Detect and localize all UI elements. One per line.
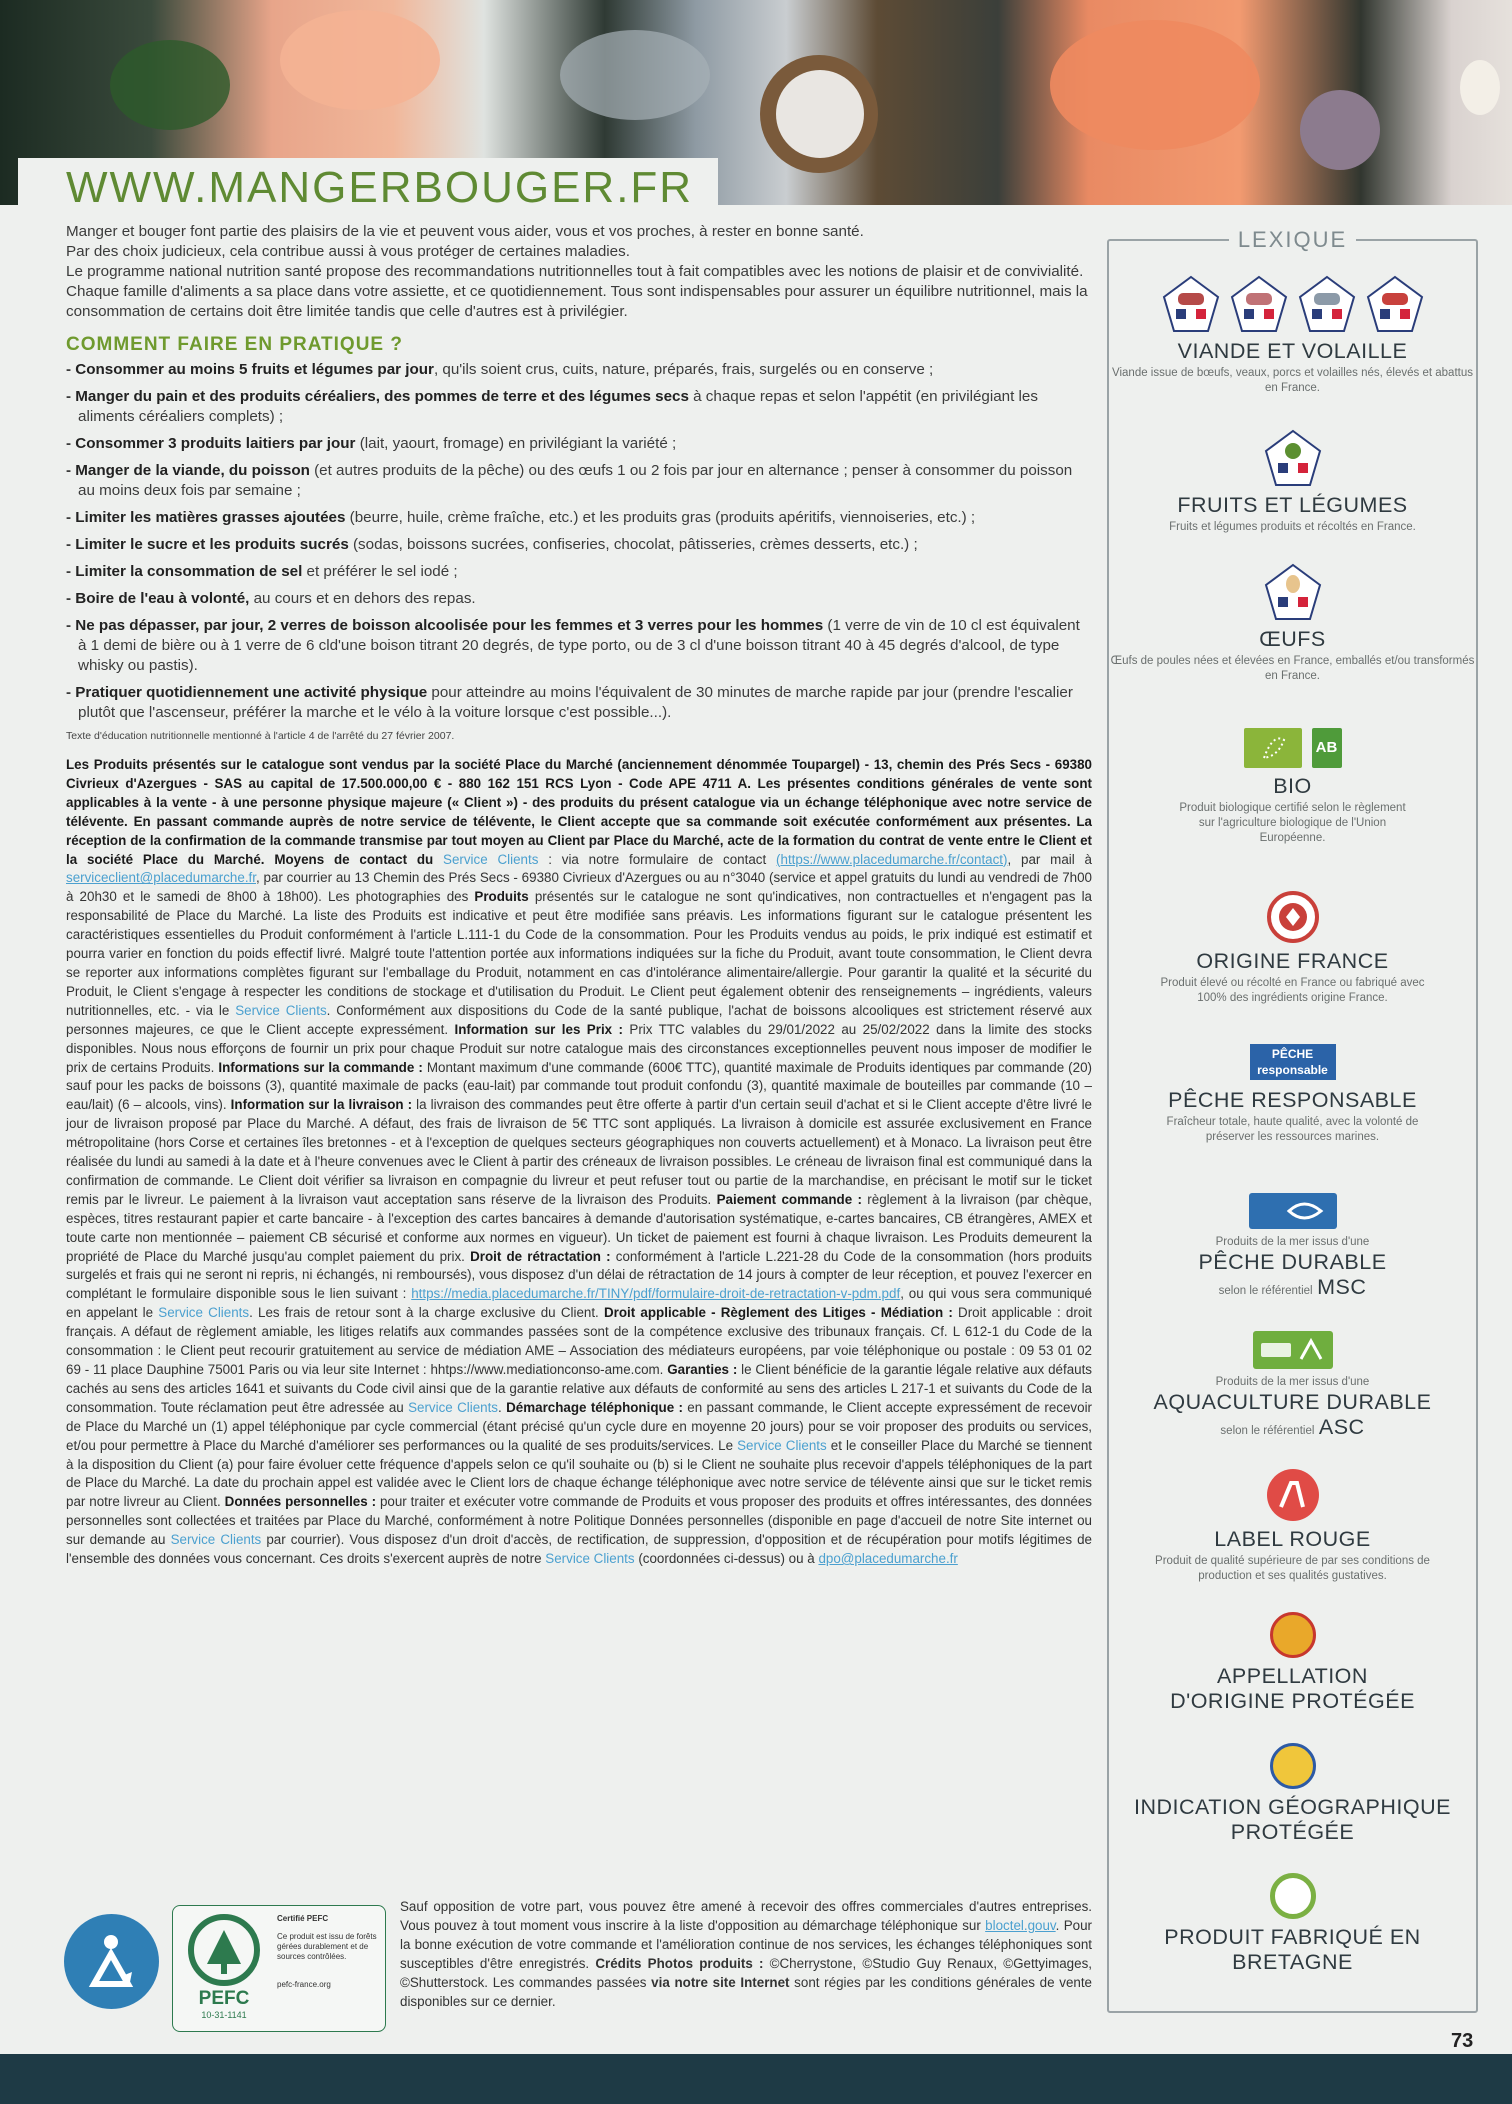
lexique-igp xyxy=(1109,1743,1476,1845)
tip-item: - Manger du pain et des produits céréaliers, des pommes de terre et des légumes secs à chaque repas et selon l'appétit (en privilégiant les aliments céréaliers complets) ; xyxy=(66,388,1038,425)
lexique-title: LEXIQUE xyxy=(1229,227,1356,253)
section-title: PÊCHE RESPONSABLE xyxy=(1168,1088,1417,1112)
tip-item: - Limiter le sucre et les produits sucrés (sodas, boissons sucrées, confiseries, chocolat, pâtisseries, crèmes desserts, etc.) ; xyxy=(66,536,918,553)
bloctel-link[interactable]: bloctel.gouv xyxy=(985,1917,1056,1933)
lexique-aop xyxy=(1109,1612,1476,1714)
certification-logos xyxy=(64,1900,384,2035)
fruits-legumes-france-icon xyxy=(1264,429,1322,487)
lexique-fruits xyxy=(1109,429,1476,535)
section-title: PÊCHE DURABLE xyxy=(1198,1250,1387,1274)
tip-item: - Consommer 3 produits laitiers par jour (lait, yaourt, fromage) en privilégiant la variété ; xyxy=(66,435,677,452)
dpo-email-link[interactable]: dpo@placedumarche.fr xyxy=(818,1551,958,1567)
service-clients-link[interactable]: Service Clients xyxy=(170,1532,262,1548)
site-title: WWW.MANGERBOUGER.FR xyxy=(66,163,694,212)
tips-list xyxy=(66,360,1092,723)
peche-responsable-icon: PÊCHE responsable xyxy=(1250,1044,1336,1080)
tip-item: - Boire de l'eau à volonté, au cours et en dehors des repas. xyxy=(66,590,476,607)
label-rouge-icon xyxy=(1267,1469,1319,1521)
section-pre: Produits de la mer issus d'une xyxy=(1215,1236,1370,1248)
nutrition-note: Texte d'éducation nutritionnelle mentionné à l'article 4 de l'arrêté du 27 février 2007. xyxy=(66,730,455,742)
intro-paragraph: Manger et bouger font partie des plaisirs de la vie et peuvent vous aider, vous et vos proches, à rester en bonne santé. xyxy=(66,223,864,240)
viande-bovine-francaise-icon xyxy=(1162,275,1220,333)
intro-paragraph: Chaque famille d'aliments a sa place dans votre assiette, et ce quotidiennement. Tous sont indispensables pour assurer un équilibre nutritionnel, mais la consommation de certains doit être limitée tandis que celle d'autres est à privilégier. xyxy=(66,283,1088,320)
section-title: LABEL ROUGE xyxy=(1214,1527,1371,1551)
bio-badges xyxy=(1109,728,1476,768)
footer-bar xyxy=(0,2054,1512,2104)
contact-link[interactable]: (https://www.placedumarche.fr/contact) xyxy=(776,851,1008,867)
section-post: selon le référentiel ASC xyxy=(1220,1415,1365,1439)
lexique-origine-france xyxy=(1109,891,1476,1006)
lexique-label-rouge xyxy=(1109,1469,1476,1584)
recycle-icon xyxy=(64,1914,159,2009)
lexique-bio xyxy=(1109,728,1476,846)
retractation-form-link[interactable]: https://media.placedumarche.fr/TINY/pdf/formulaire-droit-de-retractation-v-pdm.pdf xyxy=(411,1286,901,1302)
tip-item: - Pratiquer quotidiennement une activité physique pour atteindre au moins l'équivalent de 30 minutes de marche rapide par jour (prendre l'escalier plutôt que l'ascenseur, préférer la marche et le vélo à la voiture lorsque c'est possible...). xyxy=(66,684,1073,721)
tip-item: - Consommer au moins 5 fruits et légumes par jour, qu'ils soient crus, cuits, nature, préparés, frais, surgelés ou en conserve ; xyxy=(66,361,934,378)
service-clients-link[interactable]: Service Clients xyxy=(443,851,539,867)
section-title: INDICATION GÉOGRAPHIQUE PROTÉGÉE xyxy=(1134,1795,1451,1844)
service-clients-link[interactable]: Service Clients xyxy=(158,1305,250,1321)
ab-bio-icon: AB xyxy=(1312,728,1342,768)
legal-conditions: Les Produits présentés sur le catalogue sont vendus par la société Place du Marché (anciennement dénommée Toupargel) - 13, chemin des Prés Secs - 69380 Civrieux d'Azergues - SAS au capital de 17.500.000,00 € - 880 162 151 RCS Lyon - Code APE 4711 A. Les présentes conditions générales de vente sont applicables à la vente - à une personne physique majeure (« Client ») - des produits du présent catalogue via un échange téléphonique avec notre service de télévente. En passant commande auprès de notre service de télévente, le Client accepte que sa commande soit exécutée conformément aux présentes. La réception de la confirmation de la commande transmise par tout moyen au Client par Place du Marché, acte de la formation du contrat de vente entre le Client et la société Place du Marché. Moyens de contact du Service Clients : via notre formulaire de contact (https://www.placedumarche.fr/contact), par mail à serviceclient@placedumarche.fr, par courrier au 13 Chemin des Prés Secs - 69380 Civrieux d'Azergues ou au n°3040 (service et appel gratuits du lundi au vendredi de 7h00 à 20h30 et le samedi de 8h00 à 18h00). Les photographies des Produits présentés sur le catalogue ne sont qu'indicatives, non contractuelles et n'engagent pas la responsabilité de Place du Marché. La liste des Produits est indicative et peut être modifiée sans préavis. Les informations figurant sur le catalogue présentent les caractéristiques essentielles du Produit conformément à l'article L.111-1 du Code de la consommation. Pour les Produits vendus au poids, le prix indiqué est estimatif et pourra varier en fonction du poids effectif livré. Malgré toute l'attention portée aux informations indiquées sur la fiche du Produit, avant toute consommation, le Client devra se reporter aux informations complètes figurant sur l'emballage du Produit, notamment en cas d'intolérance alimentaire/allergie. Pour garantir la qualité et la sécurité du Produit, le Client s'engage à respecter les conditions de stockage et d'utilisation du Produit. Le Client peut également obtenir des renseignements – ingrédients, valeurs nutritionnelles, etc. - via le Service Clients. Conformément aux dispositions du Code de la santé publique, l'achat de boissons alcooliques est strictement réservé aux personnes majeures, ce que le Client accepte expressément. Information sur les Prix : Prix TTC valables du 29/01/2022 au 25/02/2022 dans la limite des stocks disponibles. Nous nous efforçons de fournir un prix pour chaque Produit sur notre catalogue mais des circonstances exceptionnelles peuvent nous imposer de modifier le prix de certains Produits. Informations sur la commande : Montant maximum d'une commande (600€ TTC), quantité maximale de Produits identiques par commande (20) sauf pour les packs de boissons (3), quantité maximale de packs (eau-lait) par commande tout produit confondu (3), quantité maximale de bouteilles par commande (10 – eau/lait) (6 – alcools, vins). Information sur la livraison : la livraison des commandes peut être offerte à partir d'un certain seuil d'achat et si le Client accepte d'être livré le jour de livraison proposé par Place du Marché. A défaut, des frais de livraison de 5€ TTC sont appliqués. La livraison à domicile est assurée exclusivement en France métropolitaine (hors Corse et certaines îles bretonnes - et à l'exception de quelques secteurs géographiques non couverts actuellement) et à Monaco. La livraison peut être réalisée du lundi au samedi à la date et à l'heure convenues avec le Client à partir des créneaux de livraison possibles. Le créneau de livraison final est communiqué dans la confirmation de commande. Le Client doit vérifier sa livraison en compagnie du livreur et peut refuser tout ou partie de la marchandise, en précisant le motif sur le ticket remis par le livreur. Le paiement à la livraison vaut acceptation sans réserve de la livraison des Produits. Paiement commande : règlement à la livraison (par chèque, espèces, titres restaurant papier et carte bancaire - à l'exception des cartes bancaires à demande d'autorisation systématique, e-cartes bancaires, CB étrangères, AMEX et toute carte non mentionnée – paiement CB sécurisé et conforme aux normes en vigueur). Un ticket de paiement est fourni à chaque livraison. Les Produits demeurent la propriété de Place du Marché jusqu'au complet paiement du prix. Droit de rétractation : conformément à l'article L.221-28 du Code de la consommation (hors produits surgelés et frais qui ne seront ni repris, ni échangés, ni remboursés), vous disposez d'un délai de rétractation de 14 jours à compter de leur réception, et pouvez l'exercer en complétant le formulaire disponible sous le lien suivant : https://media.placedumarche.fr/TINY/pdf/formulaire-droit-de-retractation-v-pdm.pdf, ou qui vous sera communiqué en appelant le Service Clients. Les frais de retour sont à la charge exclusive du Client. Droit applicable - Règlement des Litiges - Médiation : Droit applicable : droit français. A défaut de règlement amiable, les litiges relatifs aux commandes passées sont de la compétence exclusive des tribunaux français. Cf. L 612-1 du Code de la consommation : le Client peut recourir gratuitement au service de médiation AME – Association des médiateurs européens, par voie téléphonique ou postale : 09 53 01 02 69 - 11 place Dauphine 75001 Paris ou via leur site Internet : hhtps://www.mediationconso-ame.com. Garanties : le Client bénéficie de la garantie légale relative aux défauts cachés au sens des articles 1641 et suivants du Code civil ainsi que de la garantie relative aux défauts de conformité au sens des articles L 217-1 et suivants du Code de la consommation. Toute réclamation peut être adressée au Service Clients. Démarchage téléphonique : en passant commande, le Client accepte expressément de recevoir de Place du Marché un (1) appel téléphonique par cycle commercial (étant précisé qu'un cycle dure en moyenne 20 jours) pour se voir proposer des produits ou services, et/ou pour permettre à Place du Marché d'améliorer ses performances ou la qualité de ses produits/services. Le Service Clients et le conseiller Place du Marché se tiennent à la disposition du Client (a) pour faire évoluer cette fréquence d'appels selon ce qu'il souhaite ou (b) si le Client ne souhaite plus recevoir d'appels téléphoniques de la part de Place du Marché. La date du prochain appel est validée avec le Client lors de chaque échange téléphonique avec notre service de télévente ainsi que sur le ticket remis par notre livreur au Client. Données personnelles : pour traiter et exécuter votre commande de Produits et vous proposer des produits et offres intéressantes, des données personnelles sont collectées et traitées par Place du Marché, conformément à notre Politique Données personnelles (disponible en page d'accueil de notre Site internet ou sur demande au Service Clients par courrier). Vous disposez d'un droit d'accès, de rectification, de suppression, d'opposition et de récupération pour motifs légitimes de l'ensemble des données vous concernant. Ces droits s'exercent auprès de notre Service Clients (coordonnées ci-dessus) ou à dpo@placedumarche.fr xyxy=(66,757,1093,1567)
aop-icon xyxy=(1270,1612,1316,1658)
origine-france-icon xyxy=(1267,891,1319,943)
service-clients-link[interactable]: Service Clients xyxy=(235,1002,327,1018)
howto-title: COMMENT FAIRE EN PRATIQUE ? xyxy=(66,334,403,355)
oeufs-france-icon xyxy=(1264,563,1322,621)
section-title: AQUACULTURE DURABLE xyxy=(1153,1390,1432,1414)
pefc-brand: PEFC xyxy=(198,1988,250,2009)
section-title: BIO xyxy=(1273,774,1312,798)
section-pre: Produits de la mer issus d'une xyxy=(1215,1376,1370,1388)
legal-conditions-tail: Sauf opposition de votre part, vous pouvez être amené à recevoir des offres commerciales d'autres entreprises. Vous pouvez à tout moment vous inscrire à la liste d'opposition au démarchage téléphonique sur bloctel.gouv. Pour la bonne exécution de votre commande et l'amélioration continue de nos services, les échanges téléphoniques sont susceptibles d'être enregistrés. Crédits Photos produits : ©Cherrystone, ©Studio Guy Renaux, ©Gettyimages, ©Shutterstock. Les commandes passées via notre site Internet sont régies par les conditions générales de vente disponibles sur ce dernier. xyxy=(400,1899,1093,2009)
msc-fish-icon xyxy=(1249,1193,1337,1229)
section-desc: Fraîcheur totale, haute qualité, avec la volonté de préserver les ressources marines. xyxy=(1166,1116,1419,1143)
section-desc: Produit élevé ou récolté en France ou fabriqué avec 100% des ingrédients origine France. xyxy=(1160,977,1425,1004)
pefc-logo-icon xyxy=(179,1912,269,2022)
volaille-francaise-icon xyxy=(1366,275,1424,333)
intro-text xyxy=(66,222,1092,322)
intro-paragraph: Le programme national nutrition santé propose des recommandations nutritionnelles tout à fait compatibles avec les notions de plaisir et de convivialité. xyxy=(66,263,1084,280)
pefc-code: 10-31-1141 xyxy=(201,2010,247,2020)
page-number: 73 xyxy=(1451,2030,1474,2052)
lexique-sidebar xyxy=(1107,227,1478,2013)
viande-agneau-icon xyxy=(1298,275,1356,333)
section-post: selon le référentiel MSC xyxy=(1218,1275,1367,1299)
pefc-label xyxy=(172,1905,386,2032)
pefc-info: Certifié PEFC Ce produit est issu de forêts gérées durablement et de sources contrôlées. pefc-france.org xyxy=(277,1914,377,1989)
lexique-peche-durable xyxy=(1109,1193,1476,1300)
section-desc: Produit de qualité supérieure de par ses conditions de production et ses qualités gustatives. xyxy=(1155,1555,1430,1582)
tip-item: - Limiter les matières grasses ajoutées (beurre, huile, crème fraîche, etc.) et les produits gras (produits apéritifs, viennoiseries, etc.) ; xyxy=(66,509,976,526)
intro-paragraph: Par des choix judicieux, cela contribue aussi à vous protéger de certaines maladies. xyxy=(66,243,630,260)
section-desc: Viande issue de bœufs, veaux, porcs et volailles nés, élevés et abattus en France. xyxy=(1112,367,1473,394)
lexique-viande xyxy=(1109,275,1476,396)
eurofeuille-icon xyxy=(1244,728,1302,768)
service-clients-link[interactable]: Service Clients xyxy=(408,1399,499,1415)
section-desc: Œufs de poules nées et élevées en France, emballés et/ou transformés en France. xyxy=(1110,655,1475,682)
viande-porc-francais-icon xyxy=(1230,275,1288,333)
main-column xyxy=(66,222,1092,1569)
lexique-bretagne xyxy=(1109,1873,1476,1975)
section-title: ORIGINE FRANCE xyxy=(1196,949,1389,973)
section-title: APPELLATION D'ORIGINE PROTÉGÉE xyxy=(1170,1664,1415,1713)
viande-badges xyxy=(1109,275,1476,333)
email-link[interactable]: serviceclient@placedumarche.fr xyxy=(66,870,256,886)
service-clients-link[interactable]: Service Clients xyxy=(737,1437,827,1453)
asc-icon xyxy=(1253,1331,1333,1369)
lexique-aquaculture xyxy=(1109,1331,1476,1440)
section-title: PRODUIT FABRIQUÉ EN BRETAGNE xyxy=(1164,1925,1421,1974)
section-title: ŒUFS xyxy=(1259,627,1326,651)
section-desc: Produit biologique certifié selon le règlement sur l'agriculture biologique de l'Union Européenne. xyxy=(1179,802,1406,844)
section-title: VIANDE ET VOLAILLE xyxy=(1177,339,1408,363)
igp-icon xyxy=(1270,1743,1316,1789)
section-title: FRUITS ET LÉGUMES xyxy=(1177,493,1408,517)
tip-item: - Ne pas dépasser, par jour, 2 verres de boisson alcoolisée pour les femmes et 3 verres pour les hommes (1 verre de vin de 10 cl est équivalent à 1 demi de bière ou à 1 verre de 6 cld'une boison titrant 20 degrés, de type porto, ou de 3 cl d'une boisson titrant 40 à 45 degrés d'alcool, de type whisky ou pastis). xyxy=(66,617,1080,674)
produit-en-bretagne-icon xyxy=(1270,1873,1316,1919)
service-clients-link[interactable]: Service Clients xyxy=(545,1551,635,1567)
section-desc: Fruits et légumes produits et récoltés en France. xyxy=(1169,521,1416,533)
lexique-oeufs xyxy=(1109,563,1476,684)
lexique-peche-responsable xyxy=(1109,1044,1476,1145)
tip-item: - Manger de la viande, du poisson (et autres produits de la pêche) ou des œufs 1 ou 2 fois par jour en alternance ; penser à consommer du poisson au moins deux fois par semaine ; xyxy=(66,462,1073,499)
tip-item: - Limiter la consommation de sel et préférer le sel iodé ; xyxy=(66,563,458,580)
